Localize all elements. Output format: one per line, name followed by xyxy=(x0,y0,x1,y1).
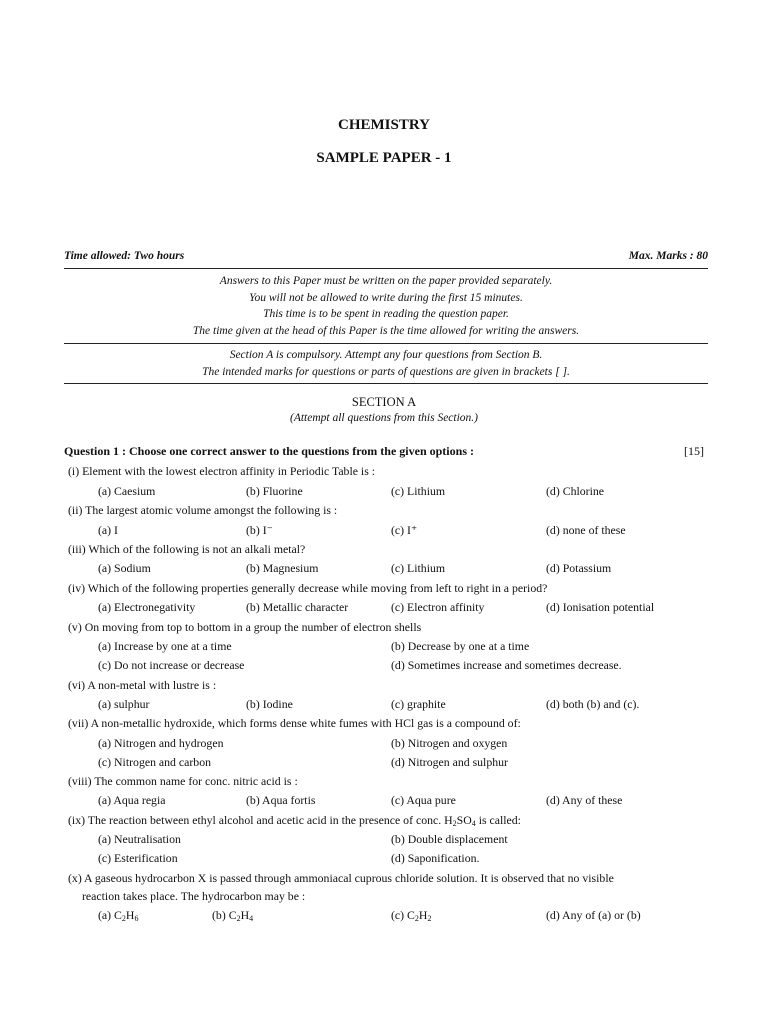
question-text: is called: xyxy=(475,813,521,827)
section-subtitle: (Attempt all questions from this Section.) xyxy=(289,412,479,424)
option: (d) Any of (a) or (b) xyxy=(546,908,641,922)
subject-title: CHEMISTRY xyxy=(338,117,430,133)
instructions-block-2 xyxy=(64,347,708,380)
option: (d) Potassium xyxy=(546,561,612,575)
option: (d) Saponification. xyxy=(391,851,480,865)
subscript: 2 xyxy=(121,914,126,923)
option: (a) I xyxy=(98,523,118,537)
question-heading xyxy=(64,444,704,459)
option: (d) none of these xyxy=(546,523,626,537)
option: (c) Esterification xyxy=(98,851,178,865)
instruction-line: Answers to this Paper must be written on the paper provided separately. xyxy=(219,275,553,287)
instruction-line: The intended marks for questions or parts of questions are given in brackets [ ]. xyxy=(202,365,570,378)
option: (c) Nitrogen and carbon xyxy=(98,755,212,769)
option: (b) Double displacement xyxy=(391,832,508,846)
instructions-block xyxy=(64,273,708,339)
option: (b) Metallic character xyxy=(246,600,349,614)
question-item: (iii) Which of the following is not an alkali metal? xyxy=(68,542,306,556)
question-item: (i) Element with the lowest electron affinity in Periodic Table is : xyxy=(68,464,376,478)
instruction-line: You will not be allowed to write during the first 15 minutes. xyxy=(249,291,523,304)
option: (c) Lithium xyxy=(391,484,446,498)
option: (a) sulphur xyxy=(98,697,150,711)
option: (b) $C_2H_4$ xyxy=(212,908,254,923)
divider xyxy=(64,383,708,384)
subscript: 2 xyxy=(452,819,457,828)
option: (a) Nitrogen and hydrogen xyxy=(98,736,224,750)
question-heading-text: Question 1 : Choose one correct answer to the questions from the given options : xyxy=(64,444,474,458)
option: (a) Neutralisation xyxy=(98,832,181,846)
option: (c) Do not increase or decrease xyxy=(98,658,245,672)
question-item: (vi) A non-metal with lustre is : xyxy=(68,678,217,692)
option: (c) Aqua pure xyxy=(391,793,456,807)
divider xyxy=(64,343,708,344)
question-item: (iv) Which of the following properties generally decrease while moving from left to right in a period? xyxy=(68,581,548,595)
option: (c) I⁺ xyxy=(391,523,418,537)
option: (d) Sometimes increase and sometimes decrease. xyxy=(391,658,622,672)
question-item: (viii) The common name for conc. nitric acid is : xyxy=(68,774,298,788)
instruction-line: The time given at the head of this Paper is the time allowed for writing the answers. xyxy=(192,324,580,337)
option: (d) both (b) and (c). xyxy=(546,697,640,711)
option: (b) Iodine xyxy=(246,697,293,711)
option: (a) Increase by one at a time xyxy=(98,639,232,653)
question-text: (ix) The reaction between ethyl alcohol and acetic acid in the presence of conc. H xyxy=(68,813,453,827)
question-item: (v) On moving from top to bottom in a group the number of electron shells xyxy=(68,620,422,634)
question-item: (x) A gaseous hydrocarbon X is passed through ammoniacal cuprous chloride solution. It is observed that no visible xyxy=(68,871,614,885)
option: (b) I⁻ xyxy=(246,523,273,537)
option: (c) $C_2H_2$ xyxy=(391,908,432,923)
option: (b) Aqua fortis xyxy=(246,793,316,807)
option: (d) Nitrogen and sulphur xyxy=(391,755,508,769)
option: (c) Lithium xyxy=(391,561,446,575)
paper-title: SAMPLE PAPER - 1 xyxy=(316,150,452,166)
question-item-continued: reaction takes place. The hydrocarbon may be : xyxy=(82,889,306,903)
instruction-line: This time is to be spent in reading the question paper. xyxy=(263,308,509,320)
time-allowed: Time allowed: Two hours xyxy=(64,250,185,262)
option: (b) Fluorine xyxy=(246,484,303,498)
option: (a) Electronegativity xyxy=(98,600,196,614)
option: (d) Chlorine xyxy=(546,484,604,498)
instruction-line: Section A is compulsory. Attempt any four questions from Section B. xyxy=(229,349,543,361)
option: (a) $C_2H_6$ xyxy=(98,908,139,923)
max-marks: Max. Marks : 80 xyxy=(628,250,708,262)
option: (d) Any of these xyxy=(546,793,623,807)
option: (c) Electron affinity xyxy=(391,600,485,614)
option: (d) Ionisation potential xyxy=(546,600,655,614)
subscript: 4 xyxy=(471,819,476,828)
option: (a) Aqua regia xyxy=(98,793,166,807)
subscript: 2 xyxy=(236,914,241,923)
question-item: (vii) A non-metallic hydroxide, which forms dense white fumes with HCl gas is a compound of: xyxy=(68,716,521,730)
section-title: SECTION A xyxy=(351,395,417,409)
option: (a) Sodium xyxy=(98,561,151,575)
question-text: SO xyxy=(456,813,472,827)
question-item xyxy=(68,813,521,828)
divider xyxy=(64,268,708,269)
option: (b) Decrease by one at a time xyxy=(391,639,530,653)
option: (c) graphite xyxy=(391,697,446,711)
option: (b) Magnesium xyxy=(246,561,319,575)
question-marks: [15] xyxy=(684,444,704,458)
subscript: 2 xyxy=(414,914,419,923)
subscript: 4 xyxy=(249,914,254,923)
question-item: (ii) The largest atomic volume amongst the following is : xyxy=(68,503,338,517)
subscript: 6 xyxy=(134,914,139,923)
subscript: 2 xyxy=(427,914,432,923)
option: (a) Caesium xyxy=(98,484,156,498)
option: (b) Nitrogen and oxygen xyxy=(391,736,508,750)
